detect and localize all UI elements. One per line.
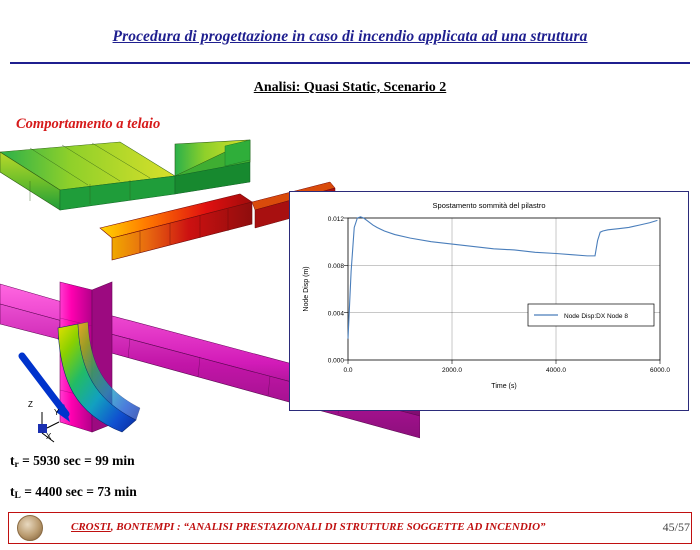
axis-labels <box>18 400 88 450</box>
svg-text:4000.0: 4000.0 <box>546 367 566 374</box>
slide-title-text: Procedura di progettazione in caso di incendio applicata ad una struttura <box>112 28 588 45</box>
footer-text <box>71 521 631 533</box>
svg-text:0.012: 0.012 <box>327 216 344 223</box>
svg-text:Node Disp (m): Node Disp (m) <box>303 266 310 312</box>
svg-text:0.008: 0.008 <box>327 263 344 270</box>
displacement-chart <box>290 192 688 410</box>
tr-value-line <box>10 453 135 470</box>
tl-rest: = 4400 sec = 73 min <box>20 484 137 499</box>
axis-label-y: Y <box>54 408 60 417</box>
tl-subscript: L <box>14 491 21 501</box>
svg-text:6000.0: 6000.0 <box>650 367 670 374</box>
tl-value-line <box>10 484 137 501</box>
footer-rest: , BONTEMPI : “ANALISI PRESTAZIONALI DI STRUTTURE SOGGETTE AD INCENDIO” <box>110 521 546 533</box>
slide-title <box>0 28 700 46</box>
svg-text:0.004: 0.004 <box>327 310 344 318</box>
title-divider <box>10 62 690 64</box>
slide-subtitle <box>0 80 700 96</box>
svg-text:Time (s): Time (s) <box>491 383 517 390</box>
svg-text:0.0: 0.0 <box>343 367 353 374</box>
tr-rest: = 5930 sec = 99 min <box>18 453 135 468</box>
tr-subscript: r <box>14 460 19 470</box>
svg-text:Spostamento sommità del pilast: Spostamento sommità del pilastro <box>432 201 546 210</box>
svg-text:0.000: 0.000 <box>327 357 344 365</box>
section-caption: Comportamento a telaio <box>16 116 161 132</box>
chart-legend <box>528 304 654 326</box>
slide-subtitle-text: Analisi: Quasi Static, Scenario 2 <box>253 80 447 95</box>
tr-symbol: t <box>10 453 15 468</box>
institution-logo-icon <box>17 515 43 541</box>
page-number: 45/57 <box>662 520 690 534</box>
tl-symbol: t <box>10 484 15 499</box>
svg-text:2000.0: 2000.0 <box>442 367 462 374</box>
svg-text:Node Disp:DX Node 8: Node Disp:DX Node 8 <box>564 313 628 320</box>
slide-footer <box>8 512 692 544</box>
displacement-chart-panel <box>289 191 689 411</box>
footer-author: CROSTI <box>71 521 111 533</box>
axis-label-x: X <box>46 432 52 441</box>
axis-label-z: Z <box>28 400 33 409</box>
